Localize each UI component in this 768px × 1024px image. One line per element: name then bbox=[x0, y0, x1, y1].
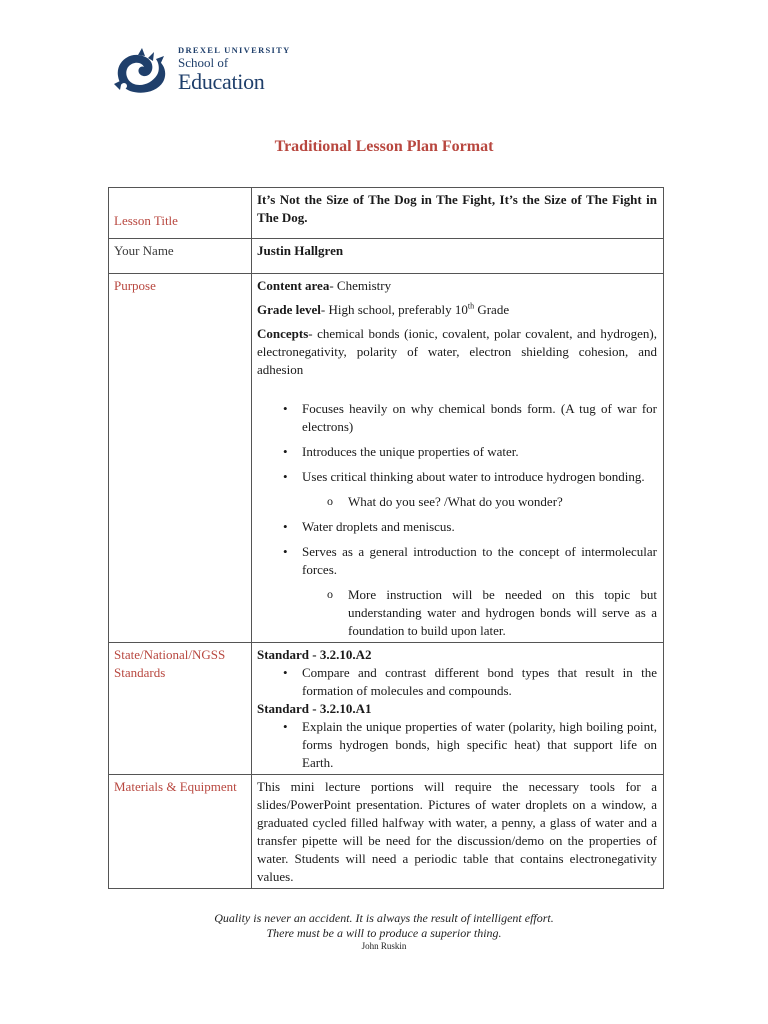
row-purpose bbox=[109, 274, 664, 643]
purpose-sub-list bbox=[257, 493, 657, 511]
materials-content: This mini lecture portions will require the necessary tools for a slides/PowerPoint presentation. Pictures of water droplets on a window, a graduated cycled filled halfway with water, a penny, a glass of water and a transfer pipette will be need for the discussion/demo on the properties of water. Students will need a periodic table that contains electronegativity values. bbox=[252, 775, 664, 889]
drexel-logo bbox=[112, 42, 291, 100]
purpose-content bbox=[252, 274, 664, 643]
concepts: Concepts- chemical bonds (ionic, covalent, polar covalent, and hydrogen), electronegativity, polarity of water, electron shielding cohesion, and adhesion bbox=[257, 326, 657, 377]
list-item: • Serves as a general introduction to the concept of intermolecular forces. bbox=[283, 543, 657, 579]
lesson-plan-table bbox=[108, 187, 664, 889]
quote-author: John Ruskin bbox=[361, 941, 407, 951]
document-title: Traditional Lesson Plan Format bbox=[274, 138, 494, 155]
list-item: • Compare and contrast different bond types that result in the formation of molecules and compounds. bbox=[283, 664, 657, 700]
school-of-label: School of bbox=[178, 55, 229, 70]
standard-2-list bbox=[257, 718, 657, 772]
list-item: o More instruction will be needed on this topic but understanding water and hydrogen bonds will serve as a foundation to build upon later. bbox=[327, 586, 657, 640]
list-item: • Focuses heavily on why chemical bonds form. (A tug of war for electrons) bbox=[283, 400, 657, 436]
list-item: • Introduces the unique properties of water. bbox=[283, 443, 657, 461]
standard-2-title: Standard - 3.2.10.A1 bbox=[257, 701, 372, 716]
quote-line-2: There must be a will to produce a superior thing. bbox=[266, 926, 502, 940]
purpose-bullet-list-2 bbox=[257, 518, 657, 579]
row-materials bbox=[109, 775, 664, 889]
lesson-title-value: It’s Not the Size of The Dog in The Fight, It’s the Size of The Fight in The Dog. bbox=[252, 188, 664, 239]
content-area: Content area- Chemistry bbox=[257, 278, 392, 293]
list-item: • Uses critical thinking about water to introduce hydrogen bonding. bbox=[283, 468, 657, 486]
quote-line-1: Quality is never an accident. It is always the result of intelligent effort. bbox=[214, 911, 554, 925]
standards-content bbox=[252, 643, 664, 775]
row-standards bbox=[109, 643, 664, 775]
list-item: o What do you see? /What do you wonder? bbox=[327, 493, 657, 511]
dragon-icon bbox=[112, 46, 172, 96]
grade-level: Grade level- High school, preferably 10th Grade bbox=[257, 301, 510, 317]
standard-1-list bbox=[257, 664, 657, 700]
label-lesson-title: Lesson Title bbox=[109, 188, 252, 239]
university-name: DREXEL UNIVERSITY bbox=[178, 45, 291, 55]
list-item: • Water droplets and meniscus. bbox=[283, 518, 657, 536]
list-item: • Explain the unique properties of water (polarity, high boiling point, forms hydrogen bonds, high specific heat) that support life on Earth. bbox=[283, 718, 657, 772]
row-your-name bbox=[109, 239, 664, 274]
author-name: Justin Hallgren bbox=[252, 239, 664, 274]
row-lesson-title bbox=[109, 188, 664, 239]
footer-quote bbox=[0, 911, 768, 941]
label-your-name: Your Name bbox=[109, 239, 252, 274]
standard-1-title: Standard - 3.2.10.A2 bbox=[257, 647, 372, 662]
education-label: Education bbox=[178, 69, 265, 94]
label-purpose: Purpose bbox=[109, 274, 252, 643]
purpose-sub-list-2 bbox=[257, 586, 657, 640]
label-standards: State/National/NGSS Standards bbox=[109, 643, 252, 775]
label-materials: Materials & Equipment bbox=[109, 775, 252, 889]
purpose-bullet-list bbox=[257, 400, 657, 486]
